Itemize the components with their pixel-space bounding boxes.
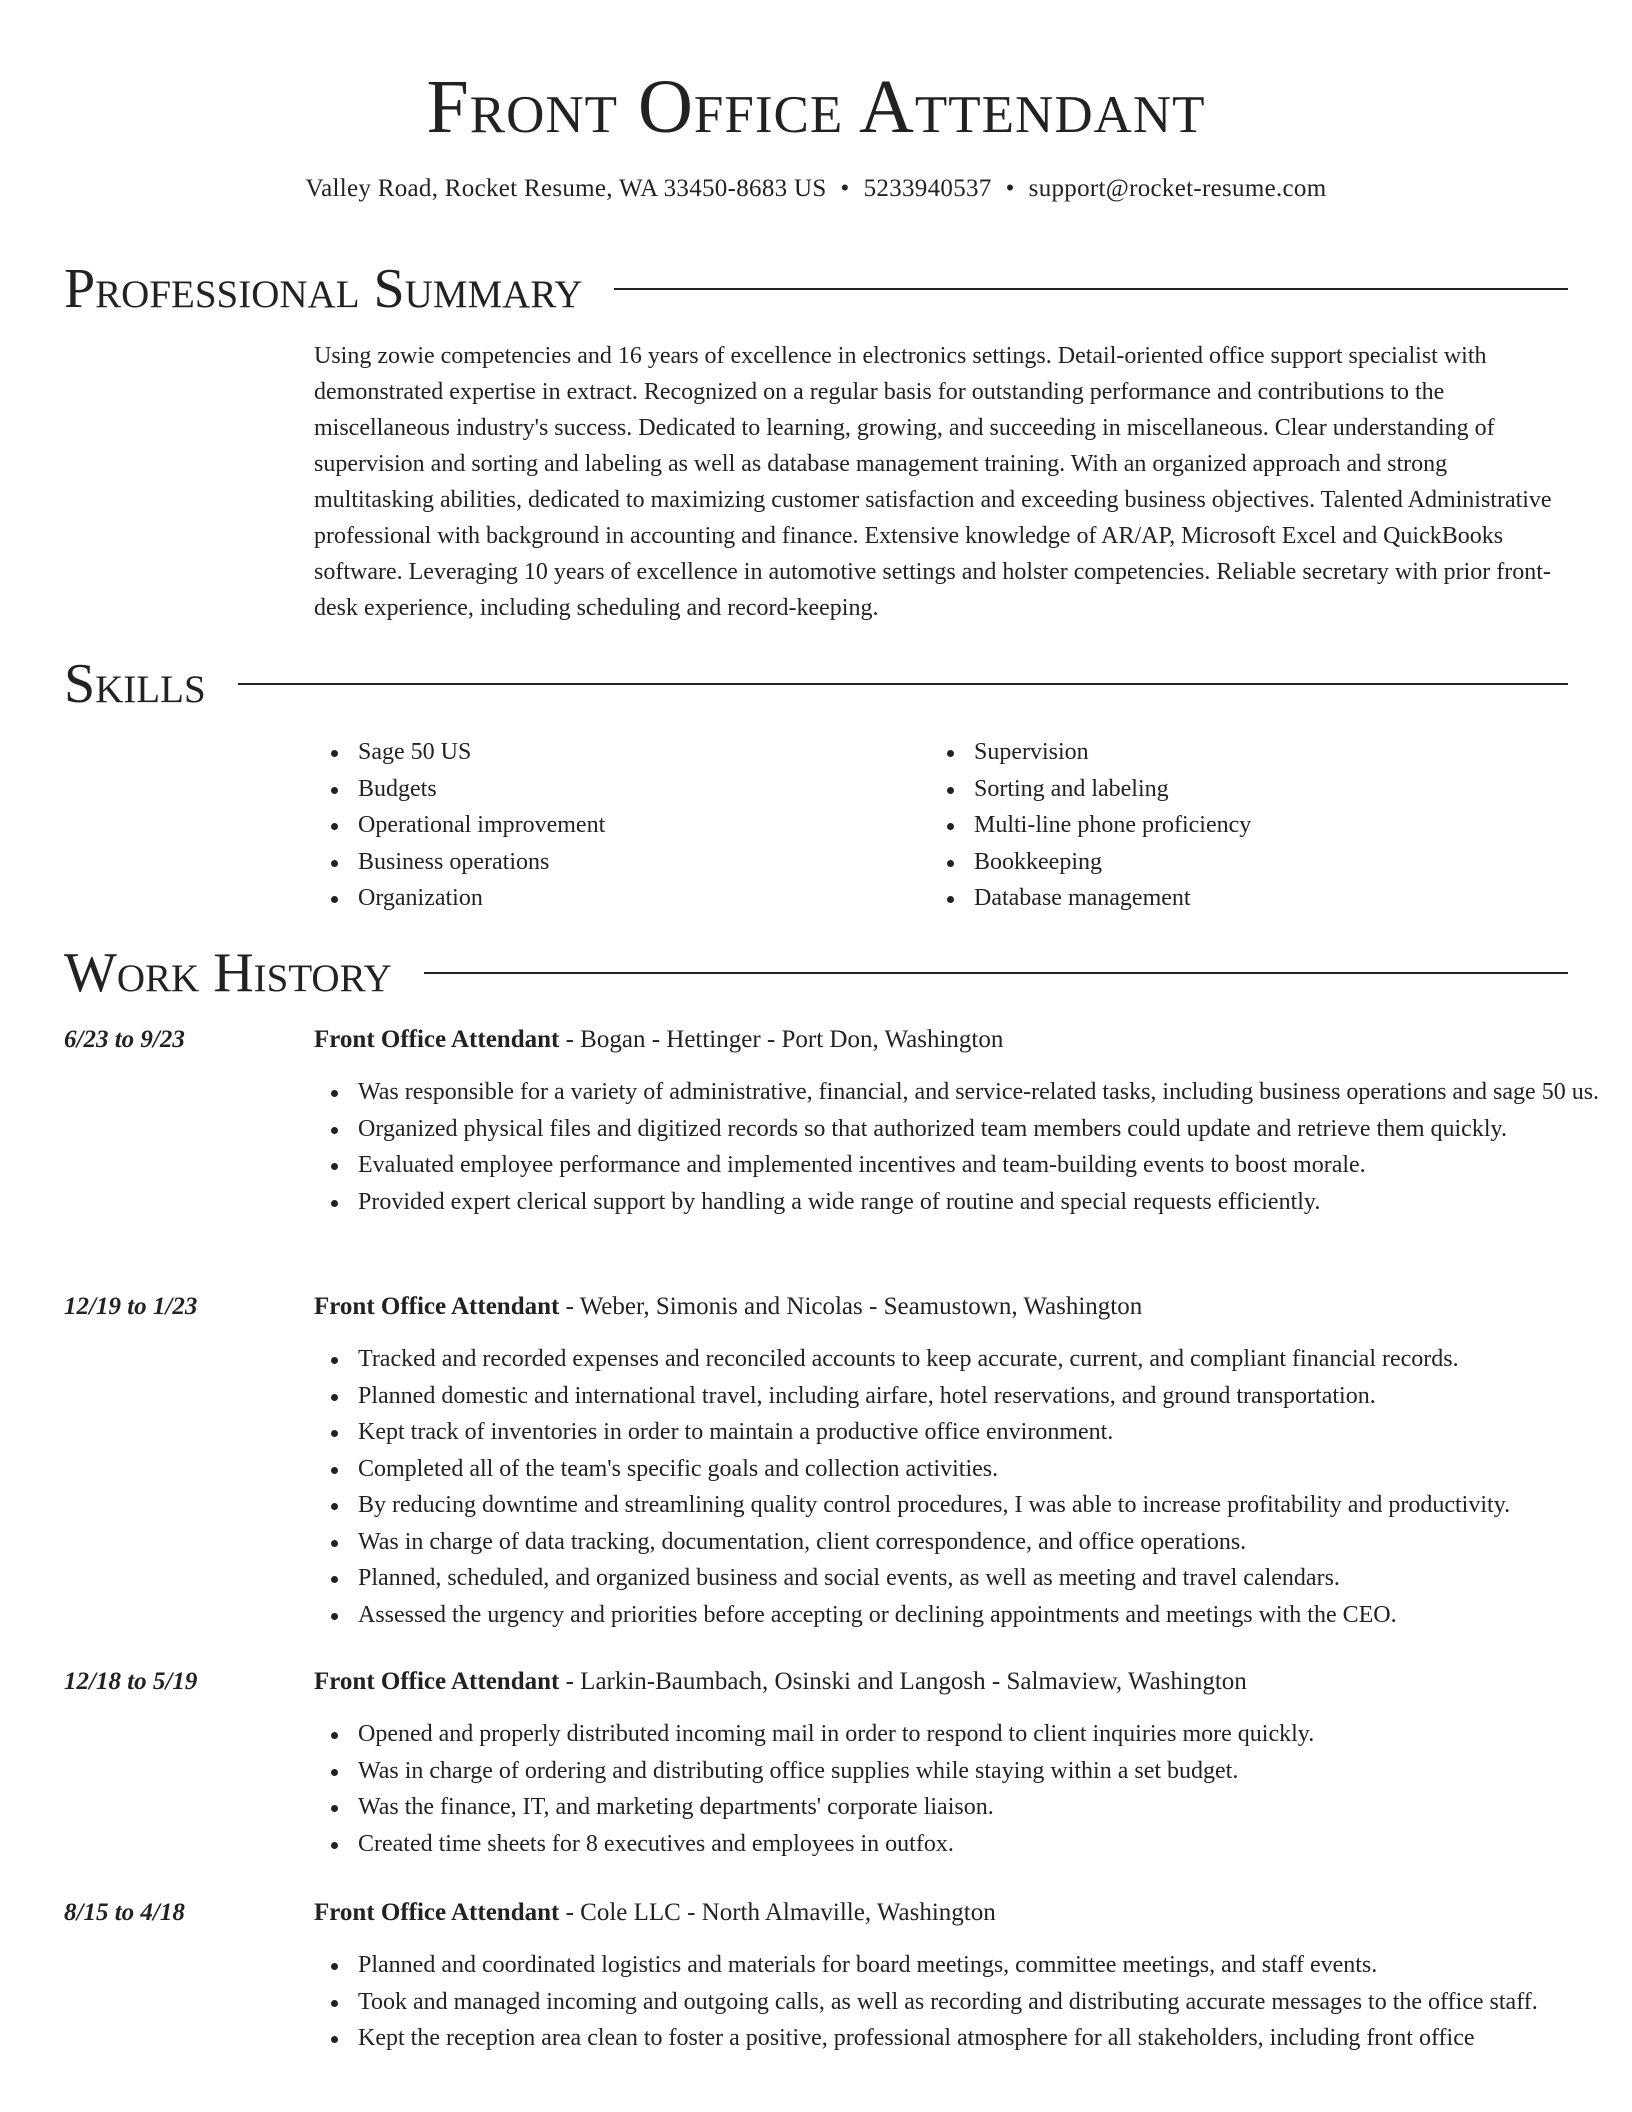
job-bullet: Created time sheets for 8 executives and employees in outfox. <box>358 1826 1620 1863</box>
job-bullet: Planned and coordinated logistics and materials for board meetings, committee meetings, and staff events. <box>358 1947 1620 1984</box>
skills-heading: Skills <box>64 653 206 715</box>
job-bullet: Tracked and recorded expenses and reconciled accounts to keep accurate, current, and compliant financial records. <box>358 1341 1620 1378</box>
section-divider <box>238 683 1568 685</box>
contact-separator: • <box>1005 175 1015 202</box>
job-title: Front Office Attendant <box>314 1293 560 1320</box>
skills-column-right <box>930 734 1546 917</box>
skill-item: Sorting and labeling <box>974 771 1546 808</box>
job-bullet: Evaluated employee performance and implemented incentives and team-building events to boost morale. <box>358 1147 1620 1184</box>
skills-column-left <box>314 734 930 917</box>
job-title: Front Office Attendant <box>314 1899 560 1926</box>
section-divider <box>614 288 1568 290</box>
job-bullet: Provided expert clerical support by handling a wide range of routine and special requests efficiently. <box>358 1184 1620 1221</box>
job-bullets <box>358 1947 1620 2057</box>
job-bullets <box>358 1341 1620 1633</box>
job-bullet: Organized physical files and digitized records so that authorized team members could update and retrieve them quickly. <box>358 1111 1620 1148</box>
skill-item: Multi-line phone proficiency <box>974 807 1546 844</box>
summary-section-header <box>64 254 1568 324</box>
job-bullet: Was in charge of ordering and distributing office supplies while staying within a set budget. <box>358 1753 1620 1790</box>
job-heading <box>314 1022 1003 1058</box>
skill-item: Database management <box>974 880 1546 917</box>
skill-item: Supervision <box>974 734 1546 771</box>
summary-heading: Professional Summary <box>64 258 583 320</box>
job-bullet: Kept track of inventories in order to maintain a productive office environment. <box>358 1414 1620 1451</box>
job-bullet: Assessed the urgency and priorities before accepting or declining appointments and meetings with the CEO. <box>358 1597 1620 1634</box>
job-bullet: By reducing downtime and streamlining quality control procedures, I was able to increase profitability and productivity. <box>358 1487 1620 1524</box>
job-title: Front Office Attendant <box>314 1668 560 1695</box>
job-employer: - Bogan - Hettinger - Port Don, Washington <box>559 1026 1004 1053</box>
job-bullet: Kept the reception area clean to foster a positive, professional atmosphere for all stakeholders, including front office <box>358 2020 1620 2057</box>
work-history-section-header <box>64 938 1568 1008</box>
job-bullet: Was in charge of data tracking, documentation, client correspondence, and office operations. <box>358 1524 1620 1561</box>
job-employer: - Larkin-Baumbach, Osinski and Langosh - Salmaview, Washington <box>559 1668 1247 1695</box>
job-employer: - Cole LLC - North Almaville, Washington <box>559 1899 996 1926</box>
job-heading <box>314 1289 1142 1325</box>
job-bullet: Was the finance, IT, and marketing departments' corporate liaison. <box>358 1789 1620 1826</box>
job-dates: 8/15 to 4/18 <box>64 1899 185 1926</box>
job-dates: 6/23 to 9/23 <box>64 1026 185 1053</box>
contact-email: support@rocket-resume.com <box>1028 175 1327 202</box>
work-history-heading: Work History <box>64 942 392 1004</box>
skill-item: Budgets <box>358 771 930 808</box>
job-employer: - Weber, Simonis and Nicolas - Seamustown, Washington <box>559 1293 1143 1320</box>
job-heading <box>314 1895 996 1931</box>
skill-item: Business operations <box>358 844 930 881</box>
job-heading <box>314 1664 1247 1700</box>
job-bullets <box>358 1716 1620 1862</box>
job-bullet: Opened and properly distributed incoming mail in order to respond to client inquiries more quickly. <box>358 1716 1620 1753</box>
summary-text: Using zowie competencies and 16 years of excellence in electronics settings. Detail-oriented office support specialist with demonstrated expertise in extract. Recognized on a regular basis for outstanding performance and contributions to the miscellaneous industry's success. Dedicated to learning, growing, and succeeding in miscellaneous. Clear understanding of supervision and sorting and labeling as well as database management training. With an organized approach and strong multitasking abilities, dedicated to maximizing customer satisfaction and exceeding business objectives. Talented Administrative professional with background in accounting and finance. Extensive knowledge of AR/AP, Microsoft Excel and QuickBooks software. Leveraging 10 years of excellence in automotive settings and holster competencies. Reliable secretary with prior front-desk experience, including scheduling and record-keeping. <box>314 343 1552 621</box>
job-bullet: Planned, scheduled, and organized business and social events, as well as meeting and travel calendars. <box>358 1560 1620 1597</box>
job-bullets <box>358 1074 1620 1220</box>
skill-item: Bookkeeping <box>974 844 1546 881</box>
job-bullet: Was responsible for a variety of administrative, financial, and service-related tasks, including business operations and sage 50 us. <box>358 1074 1620 1111</box>
contact-phone: 5233940537 <box>863 175 992 202</box>
skill-item: Organization <box>358 880 930 917</box>
contact-address: Valley Road, Rocket Resume, WA 33450-8683 US <box>305 175 827 202</box>
section-divider <box>424 972 1568 974</box>
job-bullet: Completed all of the team's specific goals and collection activities. <box>358 1451 1620 1488</box>
skills-section-header <box>64 649 1568 719</box>
job-dates: 12/18 to 5/19 <box>64 1668 198 1695</box>
contact-separator: • <box>840 175 850 202</box>
job-bullet: Took and managed incoming and outgoing calls, as well as recording and distributing accurate messages to the office staff. <box>358 1984 1620 2021</box>
job-bullet: Planned domestic and international travel, including airfare, hotel reservations, and ground transportation. <box>358 1378 1620 1415</box>
job-title: Front Office Attendant <box>314 1026 560 1053</box>
skill-item: Sage 50 US <box>358 734 930 771</box>
skills-list <box>314 734 1570 917</box>
skill-item: Operational improvement <box>358 807 930 844</box>
job-dates: 12/19 to 1/23 <box>64 1293 198 1320</box>
contact-line <box>0 172 1632 206</box>
candidate-name: Front Office Attendant <box>426 65 1206 149</box>
